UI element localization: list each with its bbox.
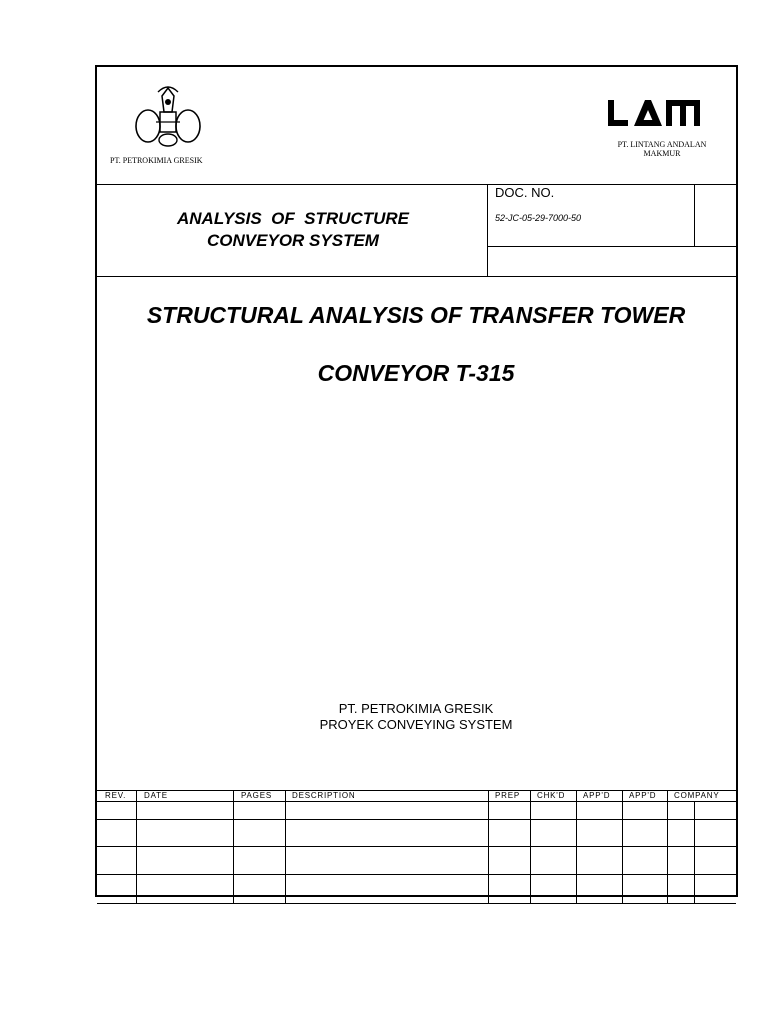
document-frame [95,65,738,897]
revision-col-divider [622,790,623,903]
main-title: STRUCTURAL ANALYSIS OF TRANSFER TOWER [146,302,686,328]
docno-rev-divider [694,184,695,246]
revision-row-divider [97,846,736,847]
title-line2: CONVEYOR SYSTEM [207,231,379,250]
revision-col-divider [285,790,286,903]
company-line1: PT. PETROKIMIA GRESIK [338,701,494,716]
doc-no-value: 52-JC-05-29-7000-50 [495,213,582,223]
rev-header-chkd: CHK'D [537,791,566,800]
docno-row-divider [487,246,736,247]
document-title [98,208,488,252]
rev-header-appd-2: APP'D [629,791,657,800]
right-company-caption [598,140,726,158]
revision-table-header-bottom [97,801,736,802]
right-company-line1: PT. LINTANG ANDALAN [617,140,707,149]
revision-col-divider [233,790,234,903]
revision-table-bottom [97,903,736,904]
rev-header-rev: REV. [105,791,127,800]
lam-logo [606,98,702,130]
revision-row-divider [97,819,736,820]
rev-header-prep: PREP [495,791,520,800]
left-company-caption: PT. PETROKIMIA GRESIK [110,156,203,165]
revision-col-divider [136,790,137,903]
revision-col-divider [576,790,577,903]
revision-col-divider [488,790,489,903]
title-line1: ANALYSIS OF STRUCTURE [176,209,410,228]
rev-header-company: COMPANY [674,791,720,800]
header-divider [97,184,736,185]
rev-header-date: DATE [144,791,168,800]
company-line2: PROYEK CONVEYING SYSTEM [319,717,513,732]
rev-header-appd-1: APP'D [583,791,611,800]
company-block [98,701,734,733]
revision-col-divider [667,790,668,903]
title-block-divider [97,276,736,277]
doc-no-label: DOC. NO. [495,185,555,200]
rev-header-pages: PAGES [241,791,272,800]
right-company-line2: MAKMUR [643,149,681,158]
petrokimia-gresik-logo [134,82,204,152]
revision-col-divider [694,801,695,903]
rev-header-description: DESCRIPTION [292,791,356,800]
sub-title: CONVEYOR T-315 [317,360,515,386]
revision-row-divider [97,874,736,875]
revision-col-divider [530,790,531,903]
